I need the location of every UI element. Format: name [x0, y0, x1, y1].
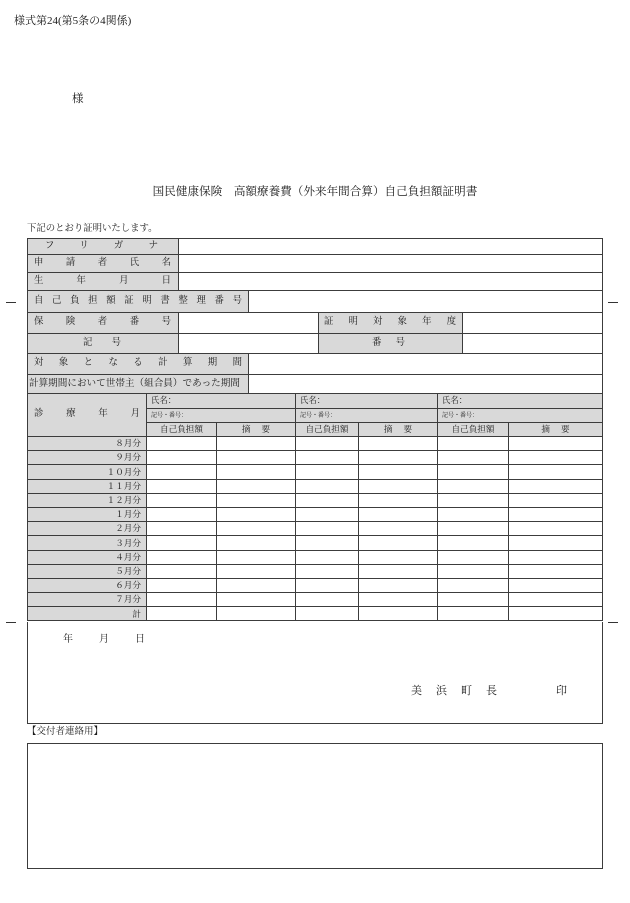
birth-date-label — [28, 273, 178, 290]
amount-cell — [438, 451, 508, 464]
target-year-label-text: 証明対象年度 — [324, 317, 456, 328]
head-period-label: 計算期間において世帯主（組合員）であった期間 — [28, 375, 248, 393]
person-2-remarks-header: 摘要 — [359, 423, 437, 436]
month-row-label: １月分 — [28, 508, 146, 521]
certification-signature-box — [27, 622, 603, 724]
amount-cell — [438, 536, 508, 549]
amount-cell — [147, 607, 216, 620]
amount-cell — [296, 451, 358, 464]
certification-date: 年 月 日 — [63, 634, 147, 645]
person-3-remarks-header: 摘要 — [509, 423, 602, 436]
amount-cell — [147, 536, 216, 549]
certificate-number-value — [249, 291, 602, 312]
fold-mark — [6, 302, 16, 303]
applicant-name-label — [28, 255, 178, 272]
amount-cell — [296, 494, 358, 507]
amount-cell — [438, 551, 508, 564]
total-row-label: 計 — [28, 607, 146, 620]
remarks-cell — [359, 593, 437, 606]
remarks-cell — [359, 465, 437, 478]
person-1-amount-header: 自己負担額 — [147, 423, 216, 436]
document-title: 国民健康保険 高額療養費（外来年間合算）自己負担額証明書 — [152, 185, 478, 198]
person-1-name-label: 氏名： — [147, 394, 295, 408]
amount-cell — [147, 593, 216, 606]
remarks-cell — [509, 593, 602, 606]
amount-cell — [438, 522, 508, 535]
fold-mark — [608, 302, 618, 303]
amount-cell — [296, 508, 358, 521]
remarks-cell — [359, 565, 437, 578]
amount-cell — [147, 494, 216, 507]
head-period-value — [249, 375, 602, 393]
symbol-label-text: 記号 — [83, 337, 121, 348]
furigana-label — [28, 239, 178, 254]
addressee-suffix: 様 — [72, 93, 84, 105]
month-row-label: ２月分 — [28, 522, 146, 535]
amount-cell — [438, 508, 508, 521]
person-3-amount-header: 自己負担額 — [438, 423, 508, 436]
calc-period-value — [249, 354, 602, 374]
month-row-label: ６月分 — [28, 579, 146, 592]
form-number: 様式第24(第5条の4関係) — [14, 15, 132, 27]
month-row-label: ８月分 — [28, 437, 146, 450]
remarks-cell — [359, 607, 437, 620]
amount-cell — [438, 593, 508, 606]
remarks-cell — [359, 508, 437, 521]
remarks-cell — [509, 480, 602, 493]
amount-cell — [438, 579, 508, 592]
target-year-label — [319, 313, 462, 333]
remarks-cell — [217, 536, 295, 549]
applicant-section — [27, 238, 603, 291]
person-3-symbol-number-label: 記号・番号： — [438, 409, 602, 422]
remarks-cell — [509, 508, 602, 521]
contact-box — [27, 743, 603, 869]
amount-cell — [296, 579, 358, 592]
person-2-amount-header: 自己負担額 — [296, 423, 358, 436]
number-label — [319, 334, 462, 353]
treatment-month-header — [28, 394, 146, 436]
insurer-number-label-text: 保険者番号 — [34, 317, 171, 328]
treatment-month-header-text: 診療年月 — [34, 409, 140, 420]
period-section — [27, 354, 603, 394]
fold-mark — [608, 622, 618, 623]
remarks-cell — [217, 522, 295, 535]
person-2-symbol-number-label: 記号・番号： — [296, 409, 437, 422]
remarks-cell — [509, 551, 602, 564]
amount-cell — [438, 494, 508, 507]
insurer-number-label — [28, 313, 178, 333]
month-row-label: ５月分 — [28, 565, 146, 578]
symbol-value — [179, 334, 318, 353]
month-row-label: １２月分 — [28, 494, 146, 507]
applicant-name-value — [179, 255, 602, 272]
symbol-label — [28, 334, 178, 353]
fold-mark — [6, 622, 16, 623]
certificate-number-section — [27, 291, 603, 313]
amount-cell — [438, 607, 508, 620]
remarks-cell — [509, 437, 602, 450]
amount-cell — [438, 437, 508, 450]
remarks-cell — [217, 551, 295, 564]
calc-period-label — [28, 354, 248, 374]
target-year-value — [463, 313, 602, 333]
month-row-label: ３月分 — [28, 536, 146, 549]
amount-cell — [296, 465, 358, 478]
birth-date-value — [179, 273, 602, 290]
amount-cell — [296, 522, 358, 535]
amount-cell — [147, 480, 216, 493]
amount-cell — [296, 480, 358, 493]
person-1-remarks-header: 摘要 — [217, 423, 295, 436]
remarks-cell — [217, 593, 295, 606]
remarks-cell — [217, 465, 295, 478]
person-2-name-label: 氏名： — [296, 394, 437, 408]
remarks-cell — [509, 522, 602, 535]
applicant-name-label-text: 申請者氏名 — [34, 257, 171, 268]
remarks-cell — [509, 465, 602, 478]
remarks-cell — [217, 480, 295, 493]
amount-cell — [296, 437, 358, 450]
amount-cell — [147, 522, 216, 535]
month-row-label: ９月分 — [28, 451, 146, 464]
calc-period-label-text: 対象となる計算期間 — [34, 358, 242, 369]
amount-cell — [296, 565, 358, 578]
remarks-cell — [217, 508, 295, 521]
remarks-cell — [217, 494, 295, 507]
remarks-cell — [359, 579, 437, 592]
remarks-cell — [359, 480, 437, 493]
number-label-text: 番号 — [372, 337, 405, 348]
remarks-cell — [509, 536, 602, 549]
person-3-name-label: 氏名： — [438, 394, 602, 408]
amount-cell — [438, 480, 508, 493]
remarks-cell — [509, 607, 602, 620]
remarks-cell — [359, 494, 437, 507]
amount-cell — [147, 579, 216, 592]
furigana-value — [179, 239, 602, 254]
amount-cell — [438, 565, 508, 578]
remarks-cell — [509, 579, 602, 592]
amount-cell — [147, 437, 216, 450]
amount-cell — [296, 551, 358, 564]
month-row-label: ４月分 — [28, 551, 146, 564]
remarks-cell — [217, 437, 295, 450]
remarks-cell — [217, 579, 295, 592]
insurer-section — [27, 313, 603, 354]
remarks-cell — [359, 551, 437, 564]
mayor-title: 美浜町長 — [411, 685, 511, 697]
remarks-cell — [217, 451, 295, 464]
furigana-label-text: フリガナ — [45, 240, 158, 251]
amount-cell — [147, 551, 216, 564]
amount-cell — [147, 565, 216, 578]
remarks-cell — [359, 536, 437, 549]
certificate-number-label-text: 自己負担額証明書整理番号 — [34, 295, 242, 306]
person-1-symbol-number-label: 記号・番号： — [147, 409, 295, 422]
contact-section-label: 【交付者連絡用】 — [27, 727, 104, 737]
amount-cell — [147, 508, 216, 521]
month-row-label: １０月分 — [28, 465, 146, 478]
month-row-label: ７月分 — [28, 593, 146, 606]
birth-date-label-text: 生年月日 — [34, 275, 171, 286]
remarks-cell — [217, 565, 295, 578]
remarks-cell — [509, 565, 602, 578]
remarks-cell — [217, 607, 295, 620]
remarks-cell — [359, 451, 437, 464]
month-row-label: １１月分 — [28, 480, 146, 493]
remarks-cell — [359, 437, 437, 450]
seal-mark: 印 — [556, 685, 567, 697]
intro-text: 下記のとおり証明いたします。 — [27, 224, 158, 234]
amount-cell — [296, 536, 358, 549]
remarks-cell — [509, 451, 602, 464]
number-value — [463, 334, 602, 353]
amount-cell — [296, 593, 358, 606]
amount-cell — [147, 465, 216, 478]
amount-cell — [296, 607, 358, 620]
remarks-cell — [359, 522, 437, 535]
certificate-table — [27, 238, 603, 621]
certificate-number-label — [28, 291, 248, 312]
remarks-cell — [509, 494, 602, 507]
insurer-number-value — [179, 313, 318, 333]
amount-cell — [147, 451, 216, 464]
monthly-amount-table — [27, 394, 603, 621]
amount-cell — [438, 465, 508, 478]
